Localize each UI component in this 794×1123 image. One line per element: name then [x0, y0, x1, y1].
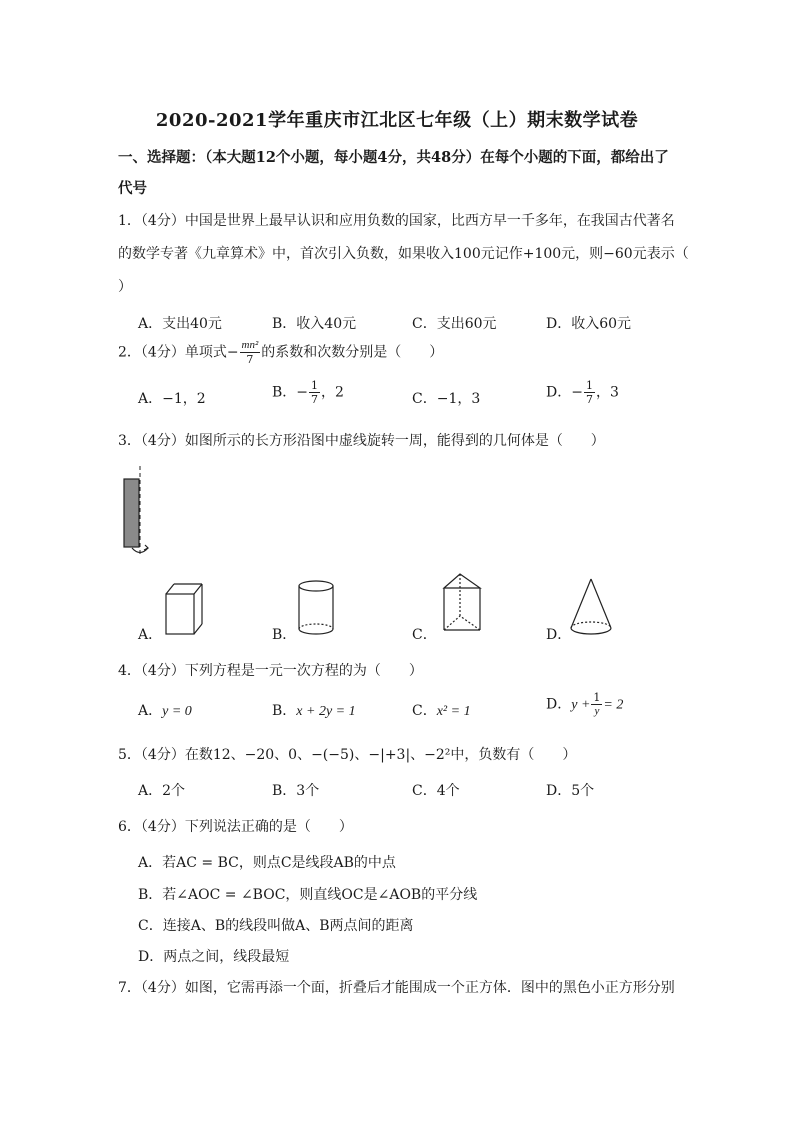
q2-frac-den: 7 [246, 353, 254, 366]
page-title: 2020-2021学年重庆市江北区七年级（上）期末数学试卷 [155, 110, 639, 131]
q1-option-a: A．支出40元 [138, 316, 222, 332]
question-1-line3: ） [118, 279, 132, 295]
q1-option-c: C．支出60元 [412, 316, 497, 332]
q4-b-label: B． [272, 703, 297, 719]
q4-a-label: A． [138, 703, 163, 719]
q4-option-b [272, 700, 356, 720]
q5-option-d: D．5个 [546, 783, 595, 799]
q2-d-pre: D．− [546, 384, 583, 401]
question-6: 6．（4分）下列说法正确的是（ ） [118, 819, 353, 835]
q4-c-label: C． [412, 703, 437, 719]
q4-d-den: y [594, 705, 600, 717]
q2-d-fraction [584, 380, 595, 405]
q2-b-den: 7 [311, 393, 319, 406]
q4-a-expr: y = 0 [162, 704, 192, 719]
cylinder-icon [296, 577, 340, 641]
question-5: 5．（4分）在数12、−20、0、−(−5)、−|+3|、−2²中，负数有（ ） [118, 747, 577, 763]
q4-c-expr: x² = 1 [436, 704, 471, 719]
q4-d-pre: y + [571, 697, 591, 713]
q2-option-a: A．−1，2 [138, 391, 206, 407]
q2-b-pre: B．− [272, 384, 309, 401]
section-heading-line1: 一、选择题：（本大题12个小题，每小题4分，共48分）在每个小题的下面，都给出了 [118, 149, 669, 166]
cone-icon [566, 576, 616, 640]
q2-prefix: 2．（4分）单项式− [118, 344, 239, 361]
q2-suffix: 的系数和次数分别是（ ） [261, 344, 444, 361]
q2-option-b [272, 380, 344, 405]
q2-fraction [240, 340, 261, 365]
rotating-rectangle-figure [118, 464, 158, 558]
q4-option-a [138, 700, 192, 720]
q1-option-b: B．收入40元 [272, 316, 357, 332]
q2-frac-num: mn² [241, 339, 259, 351]
question-3: 3．（4分）如图所示的长方形沿图中虚线旋转一周，能得到的几何体是（ ） [118, 433, 605, 449]
q2-b-post: ，2 [321, 384, 344, 401]
q6-option-a: A．若AC = BC，则点C是线段AB的中点 [138, 855, 396, 871]
cuboid-icon [160, 580, 210, 640]
q3-option-a-label: A． [138, 627, 163, 643]
q2-b-num: 1 [311, 379, 319, 392]
shaded-rectangle [124, 479, 139, 547]
q2-option-d [546, 380, 619, 405]
triangular-prism-icon [438, 570, 488, 636]
question-1-line2: 的数学专著《九章算术》中，首次引入负数，如果收入100元记作+100元，则−60元表示（ [118, 246, 689, 262]
question-1-line1: 1．（4分）中国是世界上最早认识和应用负数的国家，比西方早一千多年，在我国古代著名 [118, 213, 675, 229]
q2-d-post: ，3 [595, 384, 619, 401]
q6-option-c: C．连接A、B的线段叫做A、B两点间的距离 [138, 918, 414, 934]
question-4: 4．（4分）下列方程是一元一次方程的为（ ） [118, 663, 423, 679]
q4-option-d [546, 692, 623, 717]
q4-d-label: D． [546, 696, 572, 713]
q6-option-b: B．若∠AOC = ∠BOC，则直线OC是∠AOB的平分线 [138, 887, 478, 903]
q4-d-num: 1 [593, 691, 601, 704]
q5-option-c: C．4个 [412, 783, 460, 799]
q4-d-post: = 2 [603, 697, 624, 713]
q2-d-den: 7 [585, 393, 593, 406]
q3-option-c-label: C． [412, 627, 437, 643]
q3-option-d-label: D． [546, 627, 572, 643]
q1-option-d: D．收入60元 [546, 316, 632, 332]
q2-d-num: 1 [585, 379, 593, 392]
q4-b-expr: x + 2y = 1 [296, 704, 356, 719]
q5-option-b: B．3个 [272, 783, 320, 799]
question-7: 7．（4分）如图，它需再添一个面，折叠后才能围成一个正方体．图中的黑色小正方形分别 [118, 980, 675, 996]
section-heading-line2: 代号 [118, 180, 147, 197]
q6-option-d: D．两点之间，线段最短 [138, 949, 290, 965]
q2-option-c: C．−1，3 [412, 391, 481, 407]
q4-option-c [412, 700, 471, 720]
q3-option-b-label: B． [272, 627, 297, 643]
question-2 [118, 340, 443, 365]
q5-option-a: A．2个 [138, 783, 186, 799]
q2-b-fraction [309, 380, 320, 405]
q4-d-fraction [591, 692, 602, 717]
